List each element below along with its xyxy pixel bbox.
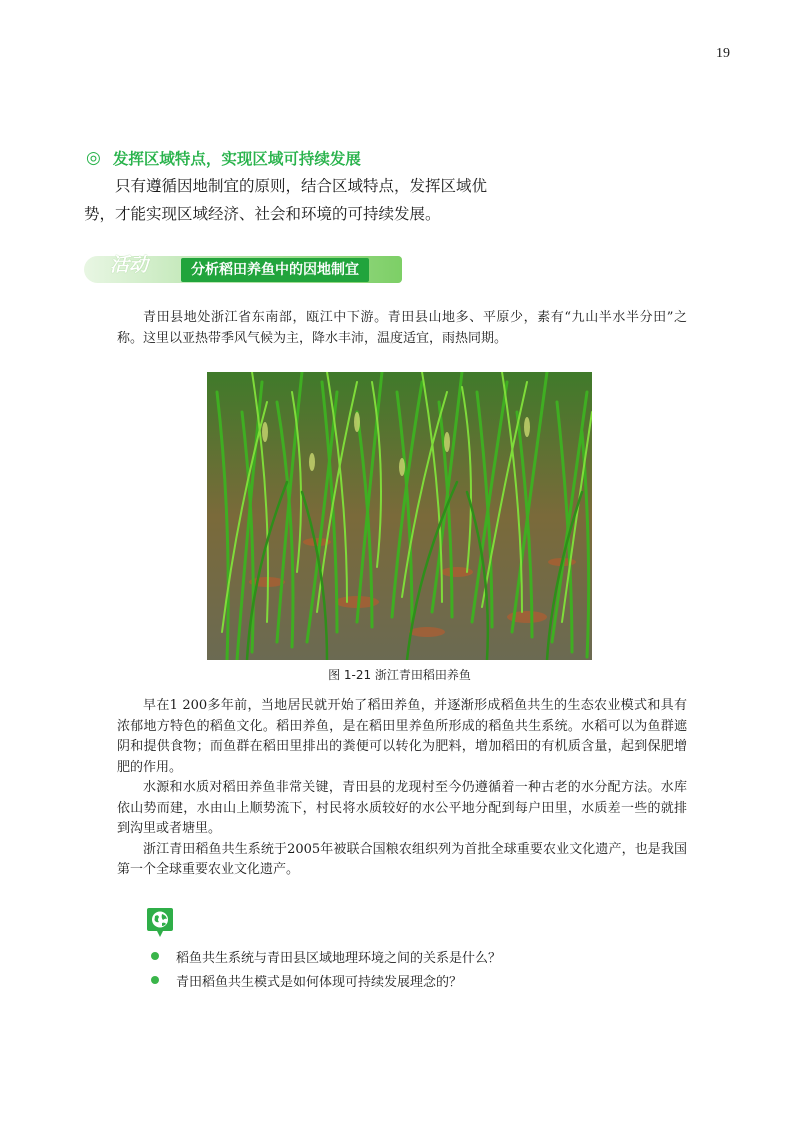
page-number: 19 [716,46,730,61]
section-paragraph-block [84,172,504,228]
activity-paragraph: 早在1 200多年前，当地居民就开始了稻田养鱼，并逐渐形成稻鱼共生的生态农业模式和具有浓郁地方特色的稻鱼文化。稻田养鱼，是在稻田里养鱼所形成的稻鱼共生系统。水稻可以为鱼群遮阴和提供食物；而鱼群在稻田里排出的粪便可以转化为肥料，增加稻田的有机质含量，起到保肥增肥的作用。 [117,698,687,775]
figure-caption: 图 1-21 浙江青田稻田养鱼 [328,668,471,682]
section-heading [86,147,361,169]
activity-body [117,696,687,881]
activity-banner [84,254,402,283]
list-item [151,968,671,992]
activity-paragraph: 水源和水质对稻田养鱼非常关键，青田县的龙现村至今仍遵循着一种古老的水分配方法。水库依山势而建，水由山上顺势流下，村民将水质较好的水公平地分配到每户田里，水质差一些的就排到沟里或者塘里。 [117,780,687,836]
question-text: 青田稻鱼共生模式是如何体现可持续发展理念的？ [176,974,463,990]
activity-title: 分析稻田养鱼中的因地制宜 [181,258,369,282]
activity-paragraph: 浙江青田稻鱼共生系统于2005年被联合国粮农组织列为首批全球重要农业文化遗产，也是我国第一个全球重要农业文化遗产。 [117,841,687,877]
bullet-icon [151,952,159,960]
activity-tag: 活动 [110,254,149,276]
bullet-icon [151,976,159,984]
globe-speech-icon [146,905,174,939]
activity-intro: 青田县地处浙江省东南部，瓯江中下游。青田县山地多、平原少，素有“九山半水半分田”之称。这里以亚热带季风气候为主，降水丰沛，温度适宜，雨热同期。 [117,310,687,346]
list-item [151,944,671,968]
question-text: 稻鱼共生系统与青田县区域地理环境之间的关系是什么？ [176,950,502,966]
double-circle-icon: ◎ [86,148,101,168]
activity-intro-block [117,308,687,349]
question-list [151,944,671,992]
rice-fish-field-photo [207,372,592,660]
section-heading-text: 发挥区域特点，实现区域可持续发展 [112,150,361,168]
section-paragraph: 只有遵循因地制宜的原则，结合区域特点，发挥区域优势，才能实现区域经济、社会和环境的可持续发展。 [84,177,488,223]
